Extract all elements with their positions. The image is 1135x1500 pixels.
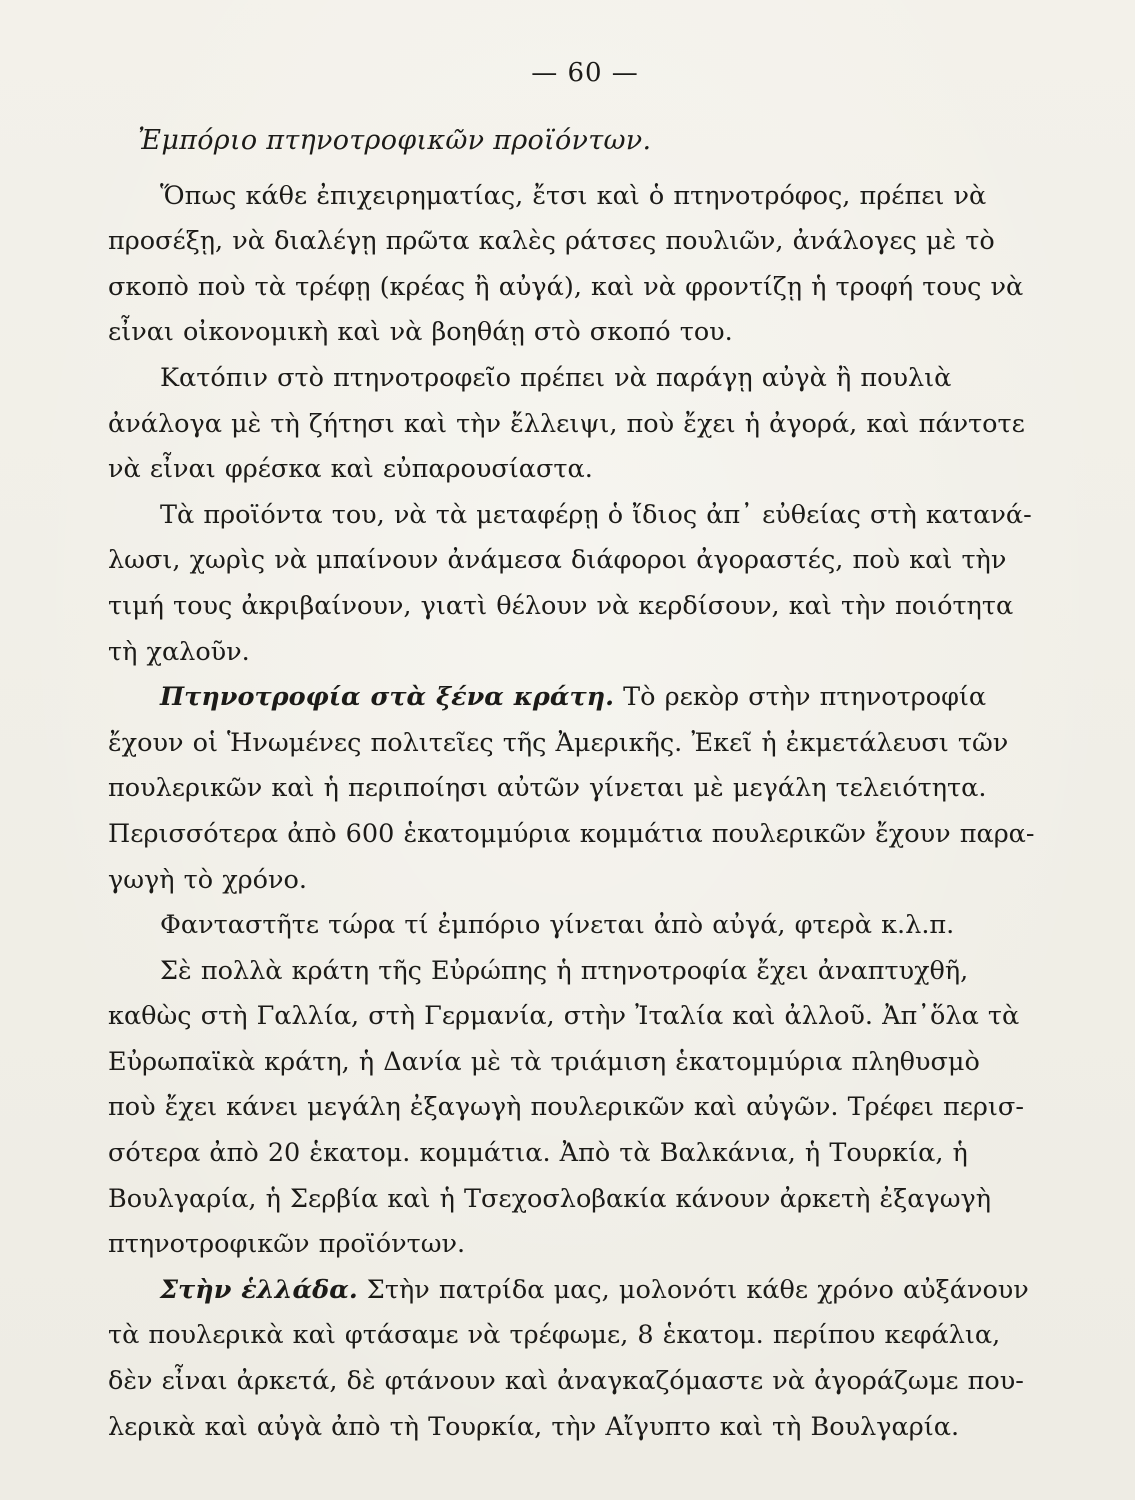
- text-line: σκοπὸ ποὺ τὰ τρέφῃ (κρέας ἢ αὐγά), καὶ νὰ φροντίζῃ ἡ τροφή τους νὰ: [108, 271, 1024, 302]
- paragraph: [108, 903, 1043, 949]
- text-line: Περισσότερα ἀπὸ 600 ἑκατομμύρια κομμάτια πουλερικῶν ἔχουν παρα-: [108, 818, 1035, 849]
- page-body: [108, 118, 1043, 1450]
- text-line: τιμή τους ἀκριβαίνουν, γιατὶ θέλουν νὰ κερδίσουν, καὶ τὴν ποιότητα: [108, 590, 1014, 621]
- text-line: προσέξῃ, νὰ διαλέγῃ πρῶτα καλὲς ράτσες πουλιῶν, ἀνάλογες μὲ τὸ: [108, 226, 995, 257]
- text-line: [108, 1268, 1043, 1314]
- text-fragment: Στὴν πατρίδα μας, μολονότι κάθε χρόνο αὐξάνουν: [357, 1274, 1029, 1305]
- text-line: Φανταστῆτε τώρα τί ἐμπόριο γίνεται ἀπὸ αὐγά, φτερὰ κ.λ.π.: [160, 910, 955, 941]
- text-line: τὴ χαλοῦν.: [108, 636, 250, 667]
- text-line: [108, 675, 1043, 721]
- paragraph: [108, 949, 1043, 1268]
- section-heading: Ἐμπόριο πτηνοτροφικῶν προϊόντων.: [138, 125, 652, 156]
- paragraph: [108, 675, 1043, 903]
- text-line: Κατόπιν στὸ πτηνοτροφεῖο πρέπει νὰ παράγῃ αὐγὰ ἢ πουλιὰ: [160, 362, 952, 393]
- text-line: γωγὴ τὸ χρόνο.: [108, 864, 307, 895]
- page-number: — 60 —: [531, 58, 639, 88]
- text-line: εἶναι οἰκονομικὴ καὶ νὰ βοηθάῃ στὸ σκοπό του.: [108, 317, 733, 348]
- text-line: λερικὰ καὶ αὐγὰ ἀπὸ τὴ Τουρκία, τὴν Αἴγυπτο καὶ τὴ Βουλγαρία.: [108, 1411, 960, 1442]
- text-fragment: Τὸ ρεκὸρ στὴν πτηνοτροφία: [614, 682, 987, 713]
- text-line: Ὅπως κάθε ἐπιχειρηματίας, ἔτσι καὶ ὁ πτηνοτρόφος, πρέπει νὰ: [160, 180, 987, 211]
- text-line: ποὺ ἔχει κάνει μεγάλη ἐξαγωγὴ πουλερικῶν καὶ αὐγῶν. Τρέφει περισ-: [108, 1092, 1024, 1123]
- text-line: δὲν εἶναι ἀρκετά, δὲ φτάνουν καὶ ἀναγκαζόμαστε νὰ ἀγοράζωμε που-: [108, 1366, 1024, 1397]
- inline-heading: Πτηνοτροφία στὰ ξένα κράτη.: [160, 682, 615, 713]
- paragraph: [108, 174, 1043, 356]
- text-line: Τὰ προϊόντα του, νὰ τὰ μεταφέρῃ ὁ ἴδιος ἀπ᾿ εὐθείας στὴ κατανά-: [160, 499, 1032, 530]
- text-line: πουλερικῶν καὶ ἡ περιποίησι αὐτῶν γίνεται μὲ μεγάλη τελειότητα.: [108, 773, 987, 804]
- text-line: νὰ εἶναι φρέσκα καὶ εὐπαρουσίαστα.: [108, 454, 593, 485]
- paragraph: [108, 356, 1043, 493]
- inline-heading: Στὴν ἑλλάδα.: [160, 1274, 358, 1305]
- text-line: Σὲ πολλὰ κράτη τῆς Εὐρώπης ἡ πτηνοτροφία ἔχει ἀναπτυχθῆ,: [160, 955, 969, 986]
- text-line: λωσι, χωρὶς νὰ μπαίνουν ἀνάμεσα διάφοροι ἀγοραστές, ποὺ καὶ τὴν: [108, 545, 1007, 576]
- text-line: ἀνάλογα μὲ τὴ ζήτησι καὶ τὴν ἔλλειψι, ποὺ ἔχει ἡ ἀγορά, καὶ πάντοτε: [108, 408, 1025, 439]
- paragraph: [108, 1268, 1043, 1450]
- text-line: ἔχουν οἱ Ἡνωμένες πολιτεῖες τῆς Ἀμερικῆς. Ἐκεῖ ἡ ἐκμετάλευσι τῶν: [108, 727, 1009, 758]
- text-line: Βουλγαρία, ἡ Σερβία καὶ ἡ Τσεχοσλοβακία κάνουν ἀρκετὴ ἐξαγωγὴ: [108, 1183, 992, 1214]
- text-line: τὰ πουλερικὰ καὶ φτάσαμε νὰ τρέφωμε, 8 ἑκατομ. περίπου κεφάλια,: [108, 1320, 1001, 1351]
- text-line: σότερα ἀπὸ 20 ἑκατομ. κομμάτια. Ἀπὸ τὰ Βαλκάνια, ἡ Τουρκία, ἡ: [108, 1138, 968, 1169]
- text-line: Εὐρωπαϊκὰ κράτη, ἡ Δανία μὲ τὰ τριάμιση ἑκατομμύρια πληθυσμὸ: [108, 1046, 980, 1077]
- text-line: καθὼς στὴ Γαλλία, στὴ Γερμανία, στὴν Ἰταλία καὶ ἀλλοῦ. Ἀπ᾿ὅλα τὰ: [108, 1001, 1020, 1032]
- paragraph: [108, 493, 1043, 675]
- text-line: πτηνοτροφικῶν προϊόντων.: [108, 1229, 466, 1260]
